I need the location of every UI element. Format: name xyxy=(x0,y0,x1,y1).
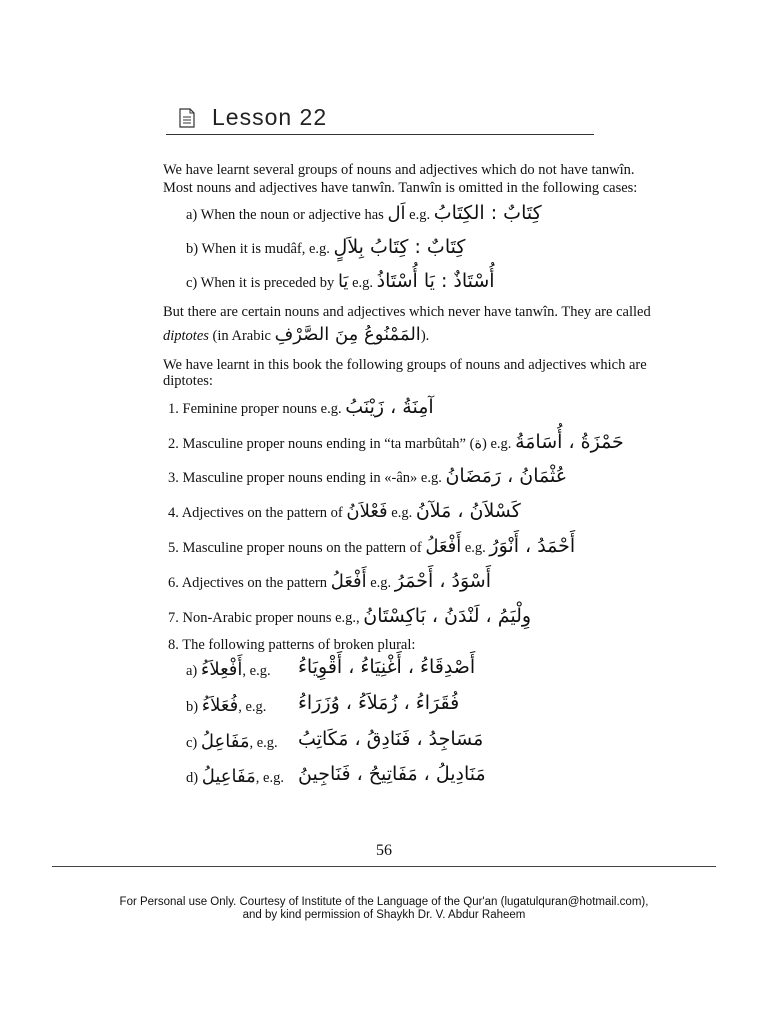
group-6-label: 6. Adjectives on the pattern xyxy=(168,575,328,591)
plural-d-letter: d) xyxy=(186,770,199,786)
plural-b-example-text: فُقَرَاءُ ، زُمَلاَءُ ، وُزَرَاءُ xyxy=(298,692,460,714)
plural-a-eg: , e.g. xyxy=(242,663,271,679)
plural-b-eg: , e.g. xyxy=(238,699,267,715)
group-6-eg: e.g. xyxy=(370,575,392,591)
document-icon xyxy=(179,108,195,128)
group-2-example: حَمْزَةُ ، أُسَامَةُ xyxy=(515,431,624,453)
plural-c-eg: , e.g. xyxy=(249,735,278,751)
group-5 xyxy=(168,537,575,557)
group-6 xyxy=(168,572,491,592)
diptote-term: diptotes xyxy=(163,328,209,344)
case-b xyxy=(186,238,465,258)
case-c-label: c) When it is preceded by xyxy=(186,275,335,291)
plural-d-example-text: مَنَادِيلُ ، مَفَاتِيحُ ، فَنَاجِينُ xyxy=(298,763,486,785)
page-number: 56 xyxy=(376,842,392,859)
case-a-label: a) When the noun or adjective has xyxy=(186,207,384,223)
plural-b-example xyxy=(298,692,459,714)
plural-c-example-text: مَسَاجِدُ ، فَنَادِقُ ، مَكَاتِبُ xyxy=(298,728,484,750)
group-7 xyxy=(168,607,531,627)
group-5-label: 5. Masculine proper nouns on the pattern of xyxy=(168,540,422,556)
plural-b-pattern: فُعَلاَءُ xyxy=(201,695,239,716)
footer-rule xyxy=(52,866,716,867)
group-8-label: 8. The following patterns of broken plural: xyxy=(168,637,416,653)
group-3-label: 3. Masculine proper nouns ending in «-ân» e.g. xyxy=(168,470,442,486)
group-4 xyxy=(168,502,521,522)
plural-c xyxy=(186,733,278,752)
group-5-example: أَحْمَدُ ، أَنْوَرُ xyxy=(489,535,576,557)
lesson-title: Lesson 22 xyxy=(212,104,328,130)
group-5-eg: e.g. xyxy=(464,540,486,556)
plural-c-letter: c) xyxy=(186,735,198,751)
diptote-in-arabic: (in Arabic xyxy=(212,328,271,344)
group-1-label: 1. Feminine proper nouns e.g. xyxy=(168,401,342,417)
diptote-close: ). xyxy=(420,328,430,344)
group-4-label: 4. Adjectives on the pattern of xyxy=(168,505,343,521)
intro-line-1: We have learnt several groups of nouns and adjectives which do not have tanwîn. xyxy=(163,162,635,178)
diptote-line-1: But there are certain nouns and adjectives which never have tanwîn. They are called xyxy=(163,304,651,320)
case-a xyxy=(186,204,542,224)
intro-line-2: Most nouns and adjectives have tanwîn. Tanwîn is omitted in the following cases: xyxy=(163,180,638,196)
plural-d xyxy=(186,768,284,787)
footer-line-2: and by kind permission of Shaykh Dr. V. Abdur Raheem xyxy=(242,909,526,921)
case-b-example: كِتَابٌ : كِتَابُ بِلاَلٍ xyxy=(333,236,466,258)
plural-a-example xyxy=(298,656,475,678)
case-a-eg: e.g. xyxy=(409,207,431,223)
group-2 xyxy=(168,433,624,453)
plural-b xyxy=(186,697,266,716)
diptote-line-2 xyxy=(163,326,429,345)
group-1 xyxy=(168,398,434,418)
group-4-eg: e.g. xyxy=(391,505,413,521)
group-4-pattern: فَعْلاَنُ xyxy=(346,501,388,522)
case-c-marker: يَا xyxy=(337,271,349,292)
case-c-example: أُسْتَاذٌ : يَا أُسْتَاذُ xyxy=(376,270,495,292)
plural-a-letter: a) xyxy=(186,663,198,679)
plural-b-letter: b) xyxy=(186,699,199,715)
groups-intro-line-1: We have learnt in this book the following groups of nouns and adjectives which are xyxy=(163,357,647,373)
case-a-example: كِتَابٌ : الكِتَابُ xyxy=(433,202,542,224)
group-6-example: أَسْوَدُ ، أَحْمَرُ xyxy=(394,570,491,592)
group-7-label: 7. Non-Arabic proper nouns e.g., xyxy=(168,610,360,626)
group-6-pattern: أَفْعَلُ xyxy=(330,571,367,592)
plural-a xyxy=(186,661,271,680)
group-7-example: وِلْيَمُ ، لَنْدَنُ ، بَاكِسْتَانُ xyxy=(363,605,532,627)
footer-line-1: For Personal use Only. Courtesy of Institute of the Language of the Qur'an (lugatulquran@hotmail.com), xyxy=(119,896,649,908)
plural-d-pattern: مَفَاعِيلُ xyxy=(201,766,256,787)
diptote-arabic-term: المَمْنُوعُ مِنَ الصَّرْفِ xyxy=(274,324,421,345)
case-a-marker: اَل xyxy=(387,203,406,224)
group-5-pattern: أَفْعَلُ xyxy=(425,536,462,557)
plural-d-example xyxy=(298,763,486,785)
plural-c-example xyxy=(298,728,483,750)
group-8 xyxy=(168,636,415,654)
groups-intro-line-2: diptotes: xyxy=(163,373,213,389)
plural-a-pattern: أَفْعِلاَءُ xyxy=(200,659,243,680)
group-2-label: 2. Masculine proper nouns ending in “ta marbûtah” (ة) e.g. xyxy=(168,436,512,452)
group-3 xyxy=(168,467,567,487)
case-c-eg: e.g. xyxy=(352,275,373,291)
plural-c-pattern: مَفَاعِلُ xyxy=(200,731,250,752)
group-3-example: عُثْمَانُ ، رَمَضَانُ xyxy=(445,465,568,487)
case-b-label: b) When it is mudâf, e.g. xyxy=(186,241,330,257)
case-c xyxy=(186,272,495,292)
plural-a-example-text: أَصْدِقَاءُ ، أَغْنِيَاءُ ، أَقْوِيَاءُ xyxy=(298,656,476,678)
title-rule xyxy=(166,134,594,135)
plural-d-eg: , e.g. xyxy=(255,770,284,786)
group-1-example: آمِنَةُ ، زَيْنَبُ xyxy=(345,396,434,418)
group-4-example: كَسْلاَنُ ، مَلآنُ xyxy=(415,500,521,522)
